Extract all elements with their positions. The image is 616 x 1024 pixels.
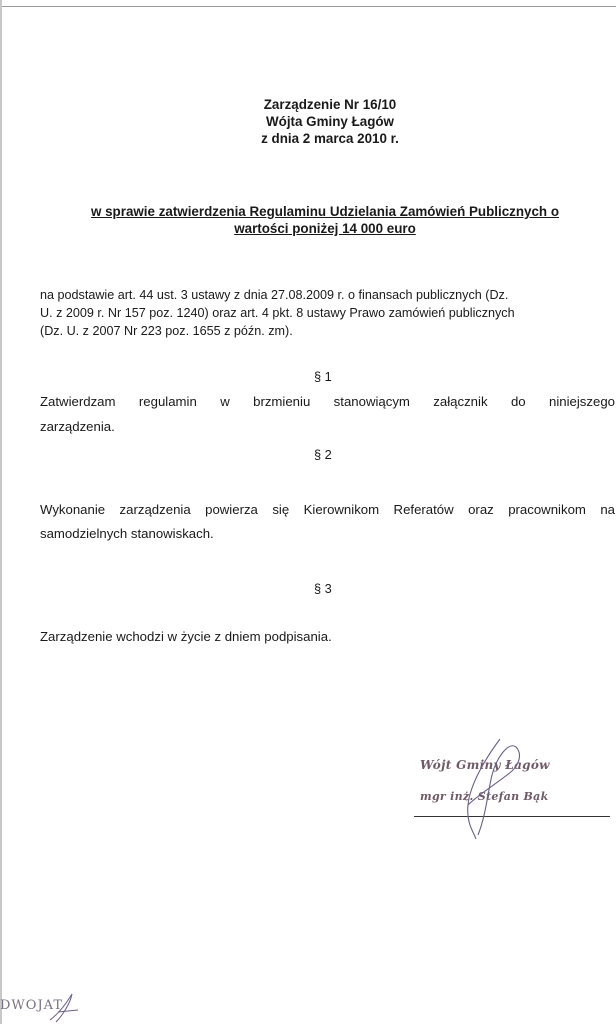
official-stamp-title: Wójt Gminy Łagów <box>420 758 550 772</box>
subject-line-1: w sprawie zatwierdzenia Regulaminu Udzielania Zamówień Publicznych o <box>90 204 560 219</box>
section-mark-2: § 2 <box>314 447 332 462</box>
handwritten-signature <box>440 735 540 845</box>
legal-basis-line-3: (Dz. U. z 2007 Nr 223 poz. 1655 z późn. zm). <box>40 324 293 338</box>
section-mark-3: § 3 <box>314 581 332 596</box>
ordinance-number: Zarządzenie Nr 16/10 <box>263 97 397 112</box>
legal-basis-line-2: U. z 2009 r. Nr 157 poz. 1240) oraz art. 4 pkt. 8 ustawy Prawo zamówień publicznych <box>40 306 515 320</box>
section-2-text-line-1: Wykonanie zarządzenia powierza się Kierownikom Referatów oraz pracownikom na <box>40 502 615 517</box>
legal-basis-line-1: na podstawie art. 44 ust. 3 ustawy z dnia 27.08.2009 r. o finansach publicznych (Dz. <box>40 288 509 302</box>
footer-signature-mark <box>48 990 84 1024</box>
section-1-text-line-1: Zatwierdzam regulamin w brzmieniu stanowiącym załącznik do niniejszego <box>40 394 615 409</box>
issuer: Wójta Gminy Łagów <box>266 114 394 129</box>
ordinance-date: z dnia 2 marca 2010 r. <box>261 131 399 146</box>
subject-line-2: wartości poniżej 14 000 euro <box>234 221 416 236</box>
footer-stamp: DWOJAT <box>0 998 64 1013</box>
scan-top-edge <box>0 6 616 7</box>
official-stamp-name: mgr inż. Stefan Bąk <box>420 790 549 803</box>
section-1-text-line-2: zarządzenia. <box>40 419 115 434</box>
section-3-text: Zarządzenie wchodzi w życie z dniem podpisania. <box>40 629 332 644</box>
section-2-text-line-2: samodzielnych stanowiskach. <box>40 526 214 541</box>
section-mark-1: § 1 <box>314 369 332 384</box>
scan-left-edge <box>0 0 2 1024</box>
